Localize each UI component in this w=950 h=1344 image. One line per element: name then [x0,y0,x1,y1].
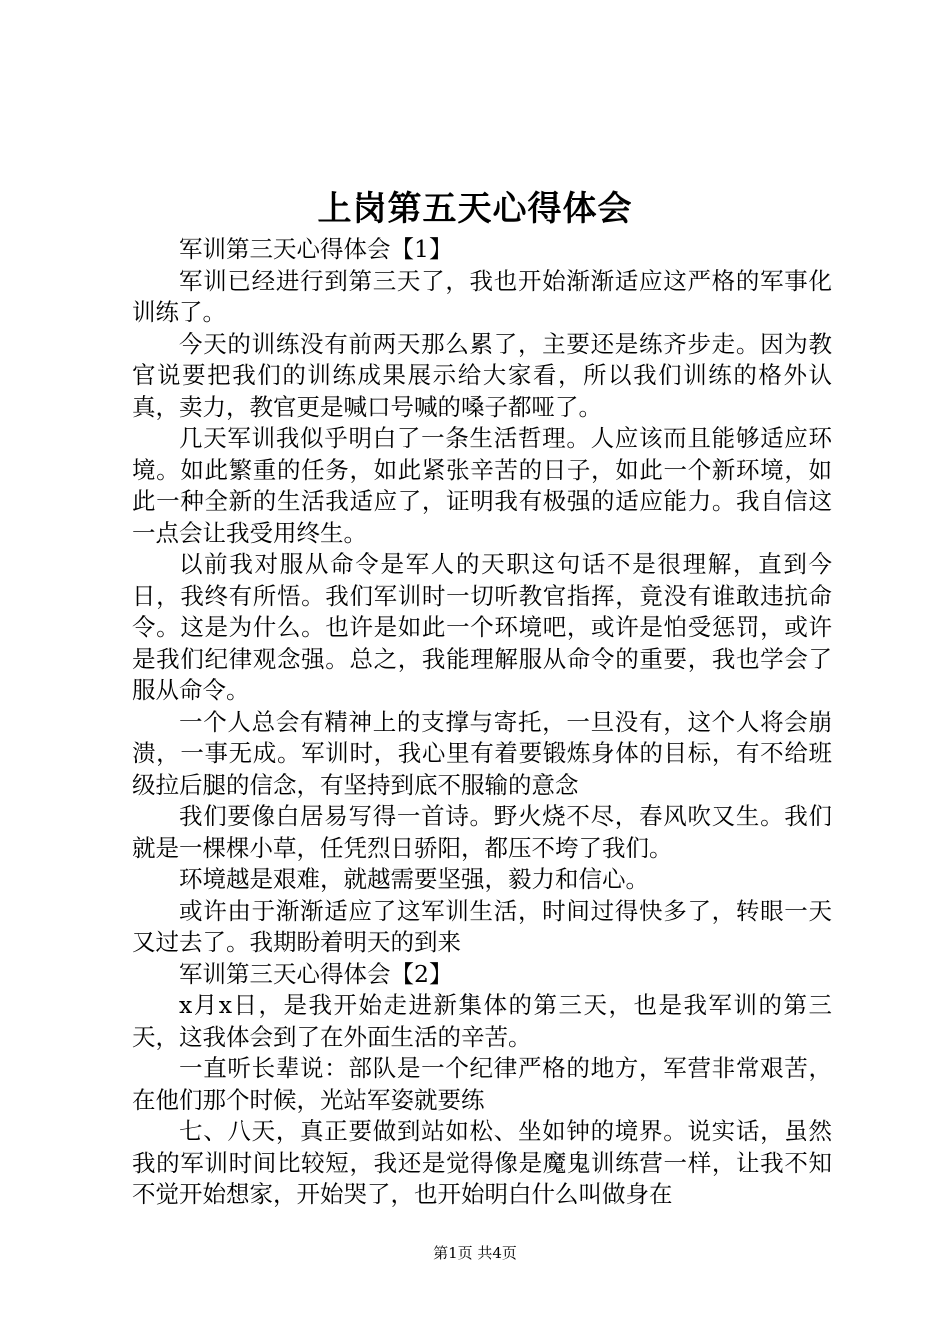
paragraph: 或许由于渐渐适应了这军训生活，时间过得快多了，转眼一天又过去了。我期盼着明天的到来 [132,896,832,956]
paragraph: x月x日，是我开始走进新集体的第三天，也是我军训的第三天，这我体会到了在外面生活的辛苦。 [132,991,832,1051]
document-title: 上岗第五天心得体会 [317,189,633,229]
page-footer: 第1页 共4页 [433,1244,517,1262]
paragraph: 军训已经进行到第三天了，我也开始渐渐适应这严格的军事化训练了。 [132,266,832,326]
paragraph: 一个人总会有精神上的支撑与寄托，一旦没有，这个人将会崩溃，一事无成。军训时，我心里有着要锻炼身体的目标，有不给班级拉后腿的信念，有坚持到底不服输的意念 [132,707,832,799]
paragraph: 今天的训练没有前两天那么累了，主要还是练齐步走。因为教官说要把我们的训练成果展示给大家看，所以我们训练的格外认真，卖力，教官更是喊口号喊的嗓子都哑了。 [132,329,832,421]
document-body [132,234,832,1211]
paragraph: 环境越是艰难，就越需要坚强，毅力和信心。 [179,865,649,893]
paragraph: 七、八天，真正要做到站如松、坐如钟的境界。说实话，虽然我的军训时间比较短，我还是觉得像是魔鬼训练营一样，让我不知不觉开始想家，开始哭了，也开始明白什么叫做身在 [132,1117,832,1208]
section-heading: 军训第三天心得体会【1】 [179,235,453,263]
paragraph: 几天军训我似乎明白了一条生活哲理。人应该而且能够适应环境。如此繁重的任务，如此紧张辛苦的日子，如此一个新环境，如此一种全新的生活我适应了，证明我有极强的适应能力。我自信这一点会让我受用终生。 [132,424,832,547]
paragraph: 我们要像白居易写得一首诗。野火烧不尽，春风吹又生。我们就是一棵棵小草，任凭烈日骄阳，都压不垮了我们。 [132,802,832,862]
paragraph: 一直听长辈说：部队是一个纪律严格的地方，军营非常艰苦，在他们那个时候，光站军姿就要练 [132,1054,832,1114]
section-heading: 军训第三天心得体会【2】 [179,959,453,988]
paragraph: 以前我对服从命令是军人的天职这句话不是很理解，直到今日，我终有所悟。我们军训时一切听教官指挥，竟没有谁敢违抗命令。这是为什么。也许是如此一个环境吧，或许是怕受惩罚，或许是我们纪律观念强。总之，我能理解服从命令的重要，我也学会了服从命令。 [132,550,832,704]
